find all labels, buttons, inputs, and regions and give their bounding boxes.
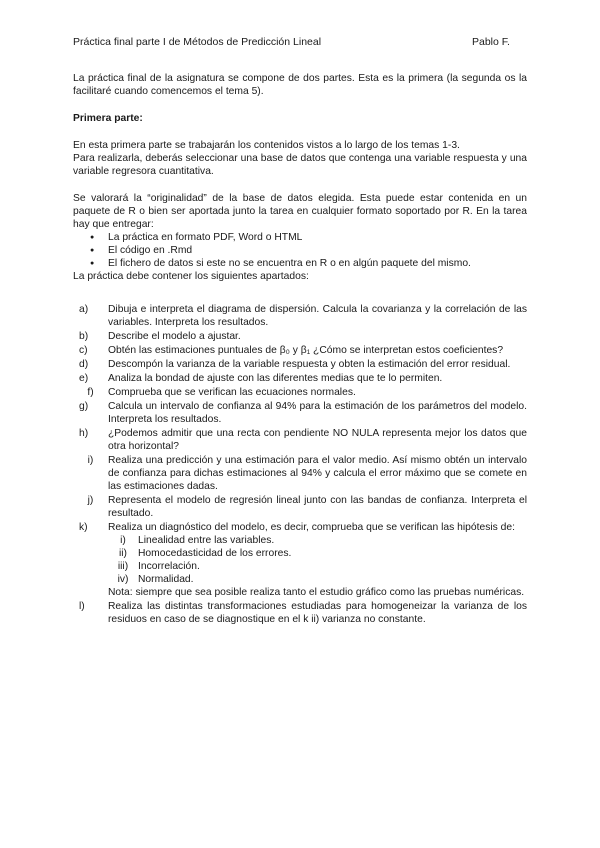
question-item [73, 427, 527, 453]
question-label: a) [79, 304, 89, 315]
question-item-k [73, 521, 527, 599]
sub-label: iv) [117, 574, 129, 585]
question-label: l) [79, 601, 85, 612]
questions-list [73, 303, 527, 626]
question-label: d) [79, 359, 89, 370]
question-text: Dibuja e interpreta el diagrama de dispersión. Calcula la covarianza y la correlación de las variables. Interpreta los resultados. [108, 304, 527, 328]
question-label: b) [79, 331, 89, 342]
sub-label: i) [120, 535, 126, 546]
question-text: Representa el modelo de regresión lineal junto con las bandas de confianza. Interpreta el resultado. [108, 495, 527, 519]
question-label: g) [79, 401, 89, 412]
deliverables-list [73, 231, 527, 270]
question-item [73, 358, 527, 371]
sub-item [108, 547, 527, 560]
question-item [73, 400, 527, 426]
question-label: k) [79, 522, 88, 533]
question-item [73, 372, 527, 385]
document-body [73, 72, 527, 627]
sub-text: Linealidad entre las variables. [138, 535, 275, 546]
question-text: Realiza las distintas transformaciones estudiadas para homogeneizar la varianza de los residuos en caso de se diagnostique en el k ii) varianza no constante. [108, 601, 527, 625]
question-item [73, 494, 527, 520]
sub-label: iii) [117, 561, 129, 572]
question-item [73, 600, 527, 626]
hypotheses-list [108, 534, 527, 586]
question-item [73, 454, 527, 493]
paragraph-1-line-1: En esta primera parte se trabajarán los contenidos vistos a lo largo de los temas 1-3. [73, 140, 460, 151]
question-item [73, 303, 527, 329]
question-text: Comprueba que se verifican las ecuaciones normales. [108, 387, 356, 398]
question-text: Analiza la bondad de ajuste con las diferentes medias que te lo permiten. [108, 373, 443, 384]
question-label: c) [79, 345, 88, 356]
question-item [73, 344, 527, 357]
question-label: f) [87, 387, 94, 398]
sub-text: Incorrelación. [138, 561, 200, 572]
question-text: Realiza un diagnóstico del modelo, es decir, comprueba que se verifican las hipótesis de: [108, 522, 515, 533]
bullet-item: ● El código en .Rmd [73, 244, 527, 257]
question-text: Obtén las estimaciones puntuales de β₀ y β₁ ¿Cómo se interpretan estos coeficientes? [108, 345, 504, 356]
paragraph-1-line-2: Para realizarla, deberás seleccionar una base de datos que contenga una variable respuesta y una variable regresora cuantitativa. [73, 153, 527, 177]
sub-label: ii) [118, 548, 127, 559]
question-item [73, 330, 527, 343]
question-text: Descompón la varianza de la variable respuesta y obten la estimación del error residual. [108, 359, 511, 370]
question-label: i) [87, 455, 94, 466]
question-label: j) [87, 495, 94, 506]
bullet-item: ● La práctica en formato PDF, Word o HTML [73, 231, 527, 244]
sub-text: Normalidad. [138, 574, 194, 585]
question-text: Realiza una predicción y una estimación para el valor medio. Así mismo obtén un intervalo de confianza para dichas estimaciones al 94% y calcula el error máximo que se comete en las estimaciones dadas. [108, 455, 527, 492]
question-k-body [108, 521, 527, 599]
question-item [73, 386, 527, 399]
sub-item [108, 573, 527, 586]
section-title: Primera parte: [73, 113, 143, 124]
paragraph-2: Se valorará la “originalidad” de la base de datos elegida. Esta puede estar contenida en un paquete de R o bien ser aportada junto la tarea en cualquier formato soportado por R. En la tarea hay que entregar: [73, 193, 527, 230]
question-label: e) [79, 373, 89, 384]
question-label: h) [79, 428, 89, 439]
question-text: ¿Podemos admitir que una recta con pendiente NO NULA representa mejor los datos que otra horizontal? [108, 428, 527, 452]
intro-paragraph: La práctica final de la asignatura se compone de dos partes. Esta es la primera (la segunda os la facilitaré cuando comencemos el tema 5). [73, 73, 527, 97]
header-author: Pablo F. [472, 36, 510, 48]
header-title: Práctica final parte I de Métodos de Predicción Lineal [73, 36, 322, 48]
sub-item [108, 534, 527, 547]
question-text: Calcula un intervalo de confianza al 94% para la estimación de los parámetros del modelo. Interpreta los resultados. [108, 401, 527, 425]
bullet-item: ● El fichero de datos si este no se encuentra en R o en algún paquete del mismo. [73, 257, 527, 270]
question-text: Describe el modelo a ajustar. [108, 331, 241, 342]
question-k-note: Nota: siempre que sea posible realiza tanto el estudio gráfico como las pruebas numéricas. [108, 587, 525, 598]
sub-text: Homocedasticidad de los errores. [138, 548, 292, 559]
sub-item [108, 560, 527, 573]
list-intro: La práctica debe contener los siguientes apartados: [73, 271, 309, 282]
